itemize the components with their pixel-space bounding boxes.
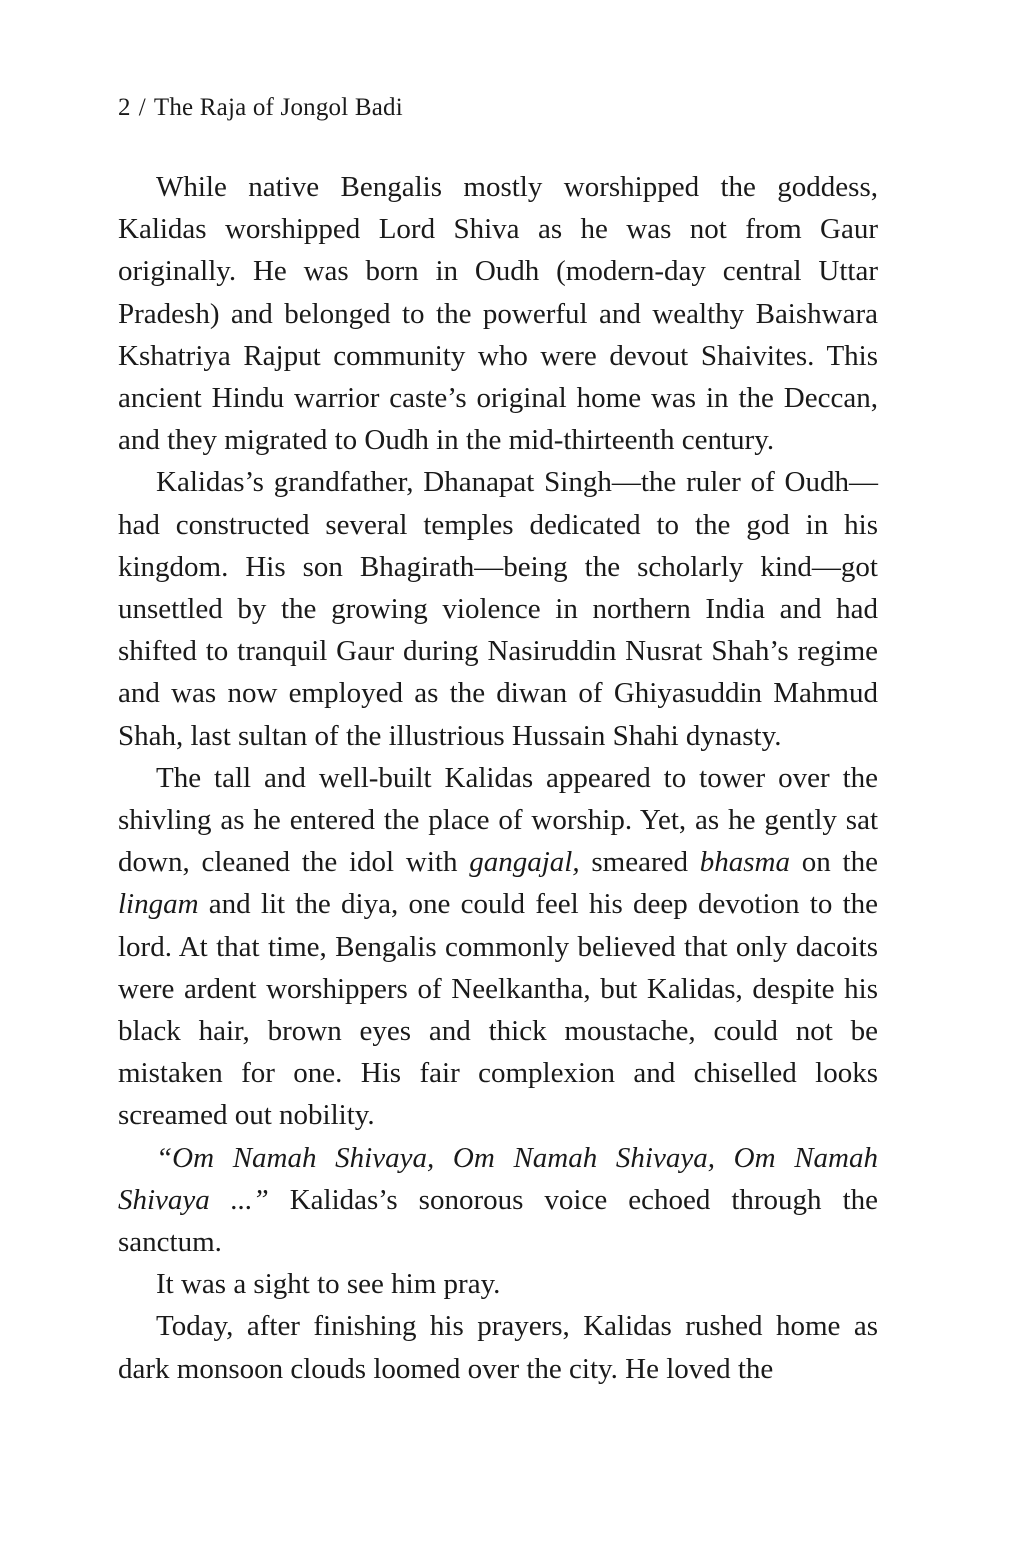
italic-text: bhasma [699,846,790,879]
paragraph [118,757,878,1137]
paragraph [118,461,878,756]
header-separator: / [138,94,146,121]
text-run: Kalidas’s grandfather, Dhanapat Singh—the ruler of Oudh—had constructed several temples dedicated to the god in his kingdom. His son Bhagirath—being the scholarly kind—got unsettled by the growing violence in northern India and had shifted to tranquil Gaur during Nasiruddin Nusrat Shah’s regime and was now employed as the diwan of Ghiyasuddin Mahmud Shah, last sultan of the illustrious Hussain Shahi dynasty. [118,466,878,752]
paragraph [118,1263,878,1305]
page-number: 2 [118,94,131,121]
italic-text: “Om Namah Shivaya, Om Namah Shivaya, Om Namah Shivaya ...” [118,1141,878,1216]
text-run: The tall and well-built Kalidas appeared to tower over the shivling as he entered the place of worship. Yet, as he gently sat down, cleaned the idol with [118,761,878,879]
running-head [118,92,403,124]
paragraph [118,166,878,461]
paragraph [118,1137,878,1264]
text-run: on the [790,846,878,879]
text-run: and lit the diya, one could feel his deep devotion to the lord. At that time, Bengalis commonly believed that only dacoits were ardent worshippers of Neelkantha, but Kalidas, despite his black hair, brown eyes and thick moustache, could not be mistaken for one. His fair complexion and chiselled looks screamed out nobility. [118,888,878,1132]
italic-text: lingam [118,888,199,921]
text-run: Kalidas’s sonorous voice echoed through the sanctum. [118,1183,878,1259]
text-run: It was a sight to see him pray. [156,1268,501,1301]
text-run: smeared [579,846,700,879]
paragraph [118,1305,878,1389]
text-run: While native Bengalis mostly worshipped the goddess, Kalidas worshipped Lord Shiva as he was not from Gaur originally. He was born in Oudh (modern-day central Uttar Pradesh) and belonged to the powerful and wealthy Baishwara Kshatriya Rajput community who were devout Shaivites. This ancient Hindu warrior caste’s original home was in the Deccan, and they migrated to Oudh in the mid-thirteenth century. [118,171,878,457]
text-run: Today, after finishing his prayers, Kalidas rushed home as dark monsoon clouds loomed over the city. He loved the [118,1310,878,1385]
italic-text: gangajal, [469,846,580,879]
book-title: The Raja of Jongol Badi [153,94,403,121]
body-text [118,166,878,1390]
